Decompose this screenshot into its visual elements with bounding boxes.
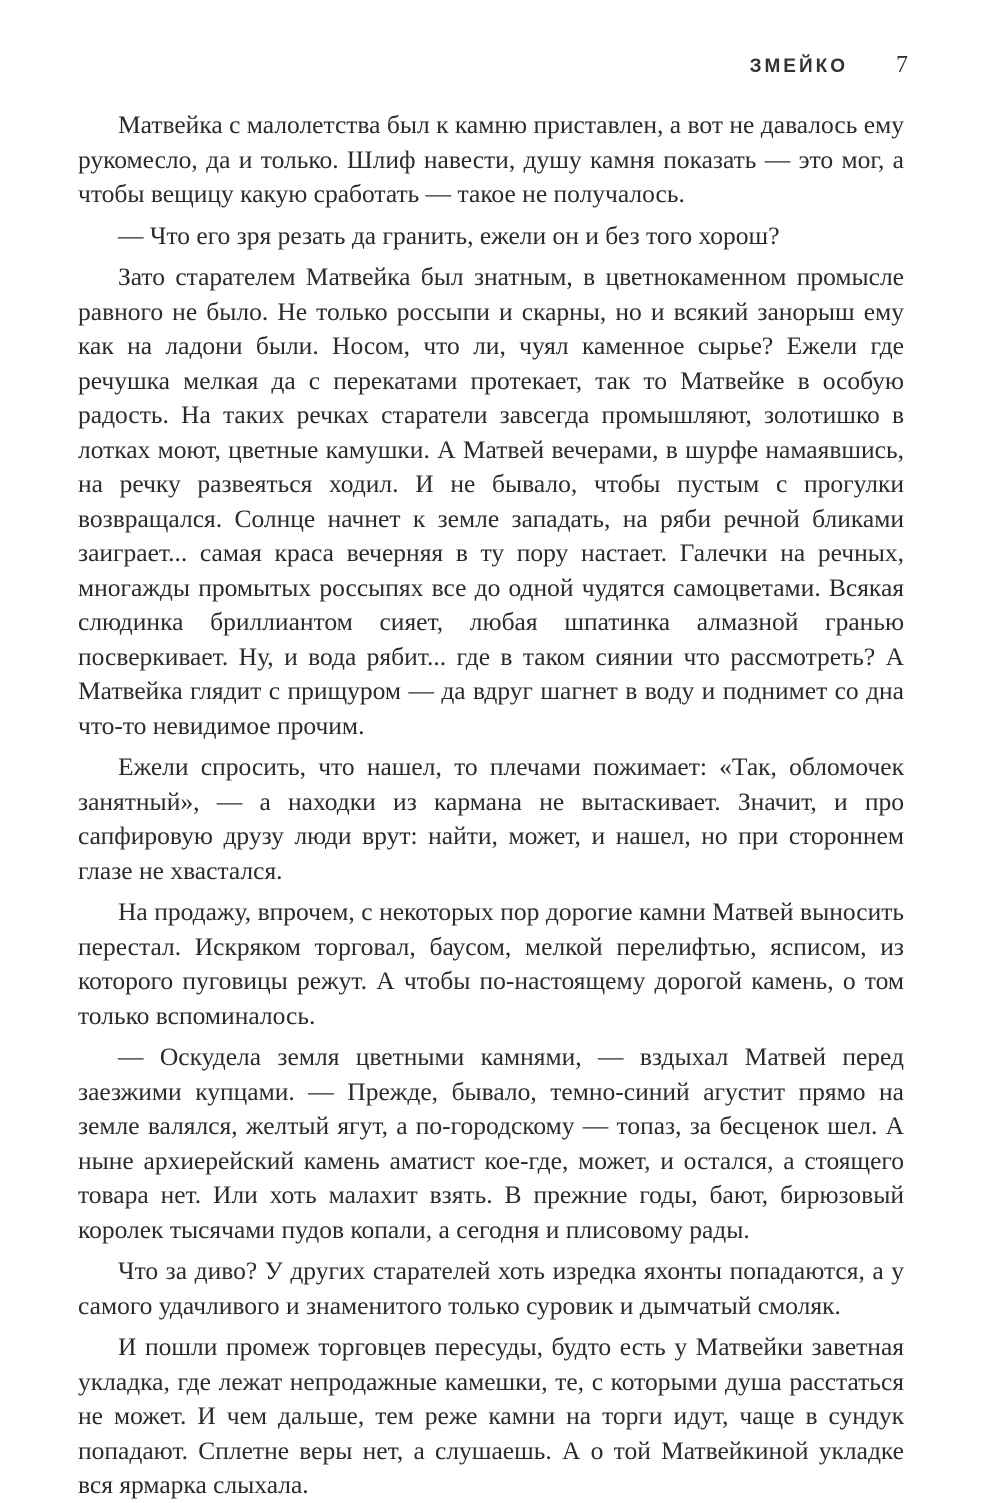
paragraph: Зато старателем Матвейка был знатным, в цветнокаменном промысле равного не было. Не только россыпи и скарны, но и всякий занорыш ему как на ладони были. Носом, что ли, чуял каменное сырье? Ежели где речушка мелкая да с перекатами протекает, так то Матвейке в особую радость. На таких речках старатели завсегда промышляют, золотишко в лотках моют, цветные камушки. А Матвей вечерами, в шурфе намаявшись, на речку развеяться ходил. И не бывало, чтобы пустым с прогулки возвращался. Солнце начнет к земле западать, на ряби речной бликами заиграет... самая краса вечерняя в ту пору настает. Галечки на речных, многажды промытых россыпях все до одной чудятся самоцветами. Всякая слюдинка бриллиантом сияет, любая шпатинка алмазной гранью посверкивает. Ну, и вода рябит... где в таком сиянии что рассмотреть? А Матвейка глядит с прищуром — да вдруг шагнет в воду и поднимет со дна что-то невидимое прочим.: [78, 262, 904, 740]
body-text: [78, 108, 904, 1503]
paragraph: — Что его зря резать да гранить, ежели он и без того хорош?: [118, 220, 780, 250]
paragraph: Что за диво? У других старателей хоть изредка яхонты попадаются, а у самого удачливого и знаменитого только суровик и дымчатый смоляк.: [78, 1256, 904, 1320]
paragraph: Ежели спросить, что нашел, то плечами пожимает: «Так, обломочек занятный», — а находки из кармана не вытаскивает. Значит, и про сапфировую друзу люди врут: найти, может, и нашел, но при стороннем глазе не хвастался.: [78, 752, 904, 885]
running-head: [750, 52, 908, 79]
paragraph: — Оскудела земля цветными камнями, — вздыхал Матвей перед заезжими купцами. — Прежде, бывало, темно-синий агустит прямо на земле валялся, желтый ягут, а по-городскому — топаз, за бесценок шел. А ныне архиерейский камень аматист кое-где, может, и остался, а стоящего товара нет. Или хоть малахит взять. В прежние годы, бают, бирюзовый королек тысячами пудов копали, а сегодня и плисовому рады.: [78, 1042, 904, 1244]
paragraph: И пошли промеж торговцев пересуды, будто есть у Матвейки заветная укладка, где лежат непродажные камешки, те, с которыми душа расстаться не может. И чем дальше, тем реже камни на торги идут, чаще в сундук попадают. Сплетне веры нет, а слушаешь. А о той Матвейкиной укладке вся ярмарка слыхала.: [78, 1332, 904, 1499]
page-number: 7: [896, 52, 908, 78]
paragraph: На продажу, впрочем, с некоторых пор дорогие камни Матвей выносить перестал. Искряком торговал, баусом, мелкой перелифтью, ясписом, из которого пуговицы режут. А чтобы по-настоящему дорогой камень, о том только вспоминалось.: [78, 897, 904, 1030]
paragraph: Матвейка с малолетства был к камню приставлен, а вот не давалось ему рукомесло, да и только. Шлиф навести, душу камня показать — это мог, а чтобы вещицу какую сработать — такое не получалось.: [78, 110, 904, 208]
running-title: ЗМЕЙКО: [749, 56, 848, 77]
